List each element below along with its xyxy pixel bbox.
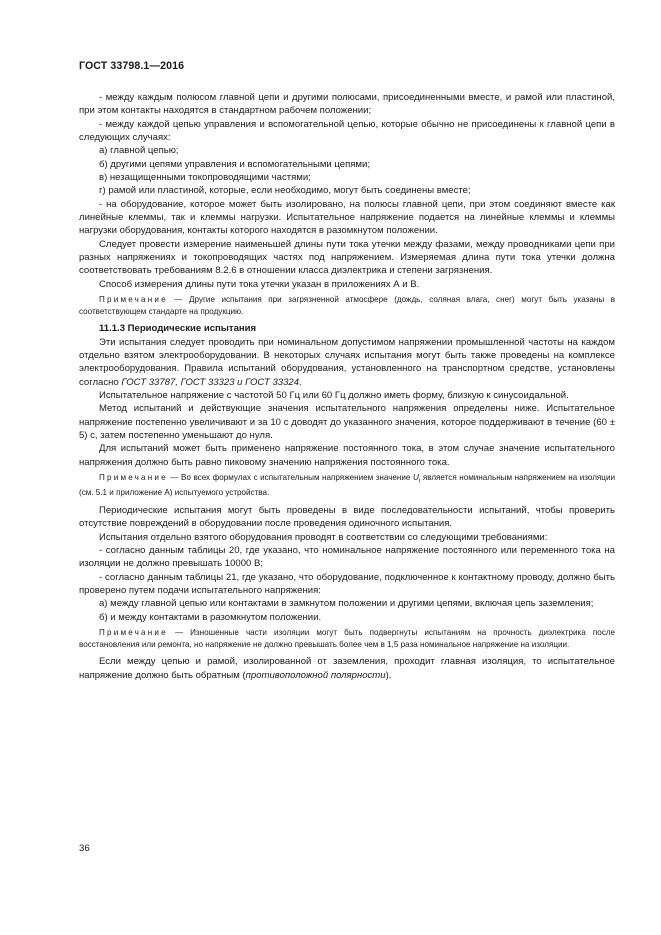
paragraph: - между каждой цепью управления и вспомогательной цепью, которые обычно не присоединены к главной цепи в следующих случаях:: [79, 118, 615, 144]
note-label: Примечание: [99, 628, 168, 638]
paragraph: [79, 655, 615, 682]
section-heading: 11.1.3 Периодические испытания: [99, 323, 257, 335]
paragraph-end: ).: [385, 669, 392, 681]
paragraph: Для испытаний может быть применено напряжение постоянного тока, в этом случае значение испытательного напряжения должно быть равно пиковому значению напряжения постоянного тока.: [79, 443, 615, 468]
list-item: г) рамой или пластиной, которые, если необходимо, могут быть соединены вместе;: [99, 185, 471, 197]
note-text: — Изношенные части изоляции могут быть подвергнуты испытаниям на прочность диэлектрика после восстановления или ремонта, но напряжение не должно превышать более чем в 1,5 раза номинальное напряжение на изоляции.: [79, 628, 615, 649]
paragraph: Метод испытаний и действующие значения испытательного напряжения определены ниже. Испытательное напряжение постепенно увеличивают и за 10 с доводят до указанного значения, которое поддерживают в течение (60 ± 5) с, затем постепенно уменьшают до нуля.: [79, 403, 615, 442]
voltage-symbol: U: [412, 473, 419, 483]
voltage-subscript: i: [418, 477, 421, 485]
list-item: - согласно данным таблицы 20, где указано, что номинальное напряжение постоянного или переменного тока на изоляции не должно превышать 10000 В;: [79, 544, 615, 570]
note-label: Примечание: [99, 473, 168, 483]
emphasis-text: противоположной полярности: [245, 669, 386, 681]
paragraph: - между каждым полюсом главной цепи и другими полюсами, присоединенными вместе, и рамой или пластиной, при этом контакты находятся в стандартном рабочем положении;: [79, 92, 615, 117]
paragraph-text: Если между цепью и рамой, изолированной от заземления, проходит главная изоляция, то испытательное напряжение должно быть обратным (: [79, 656, 615, 681]
list-item: в) незащищенными токопроводящими частями;: [99, 172, 311, 184]
paragraph: Следует провести измерение наименьшей длины пути тока утечки между фазами, между проводниками цепи при разных напряжениях и токопроводящих частях под напряжением. Измеряемая длина пути тока утечки должна соответствовать требованиям 8.2.6 в отношении класса диэлектрика и степени загрязнения.: [79, 238, 615, 277]
note: [79, 472, 615, 499]
paragraph: [79, 336, 615, 389]
paragraph: Периодические испытания могут быть проведены в виде последовательности испытаний, чтобы проверить отсутствие повреждений в оборудовании после проведения одиночного испытания.: [79, 504, 615, 530]
note-text: — Во всех формулах с испытательным напряжением значение: [170, 473, 411, 483]
note-text: — Другие испытания при загрязненной атмосфере (дождь, соляная влага, снег) могут быть указаны в соответствующем стандарте на продукцию.: [79, 295, 615, 316]
list-item: - согласно данным таблицы 21, где указано, что оборудование, подключенное к контактному проводу, должно быть проверено путем подачи испытательного напряжения:: [79, 571, 615, 596]
list-item: б) другими цепями управления и вспомогательными цепями;: [99, 158, 370, 170]
page-number: 36: [79, 843, 90, 854]
list-item: б) и между контактами в разомкнутом положении.: [99, 611, 322, 623]
standard-references: ГОСТ 33787, ГОСТ 33323 и ГОСТ 33324: [121, 376, 300, 388]
paragraph: - на оборудование, которое может быть изолировано, на полюсы главной цепи, при этом соединяют вместе как линейные клеммы, так и клеммы нагрузки. Испытательное напряжение подается на линейные клеммы и клеммы нагрузки оборудования, контакты которого находятся в разомкнутом положении.: [79, 198, 615, 237]
note: [79, 627, 615, 650]
list-item: а) главной цепью;: [99, 145, 179, 157]
paragraph: Испытательное напряжение с частотой 50 Гц или 60 Гц должно иметь форму, близкую к синусоидальной.: [99, 390, 569, 402]
note-label: Примечание: [99, 295, 168, 305]
paragraph-end: .: [299, 376, 302, 388]
page-content: [79, 91, 615, 682]
note: [79, 294, 615, 317]
page-header: ГОСТ 33798.1—2016: [79, 60, 185, 72]
paragraph-text: Эти испытания следует проводить при номинальном допустимом напряжении промышленной частоты на каждом отдельно взятом электрооборудовании. В некоторых случаях испытания могут быть также проведены на комплексе электрооборудования. Правила испытаний оборудования, установленного на транспортном средстве, установлены согласно: [79, 336, 615, 388]
note-text: является номинальным напряжением на изоляции (см. 5.1 и приложение А) испытуемого устройства.: [79, 473, 615, 498]
list-item: а) между главной цепью или контактами в замкнутом положении и другими цепями, включая цепь заземления;: [99, 598, 594, 610]
paragraph: Испытания отдельно взятого оборудования проводят в соответствии со следующими требованиями:: [99, 531, 548, 543]
paragraph: Способ измерения длины пути тока утечки указан в приложениях А и В.: [99, 278, 420, 290]
